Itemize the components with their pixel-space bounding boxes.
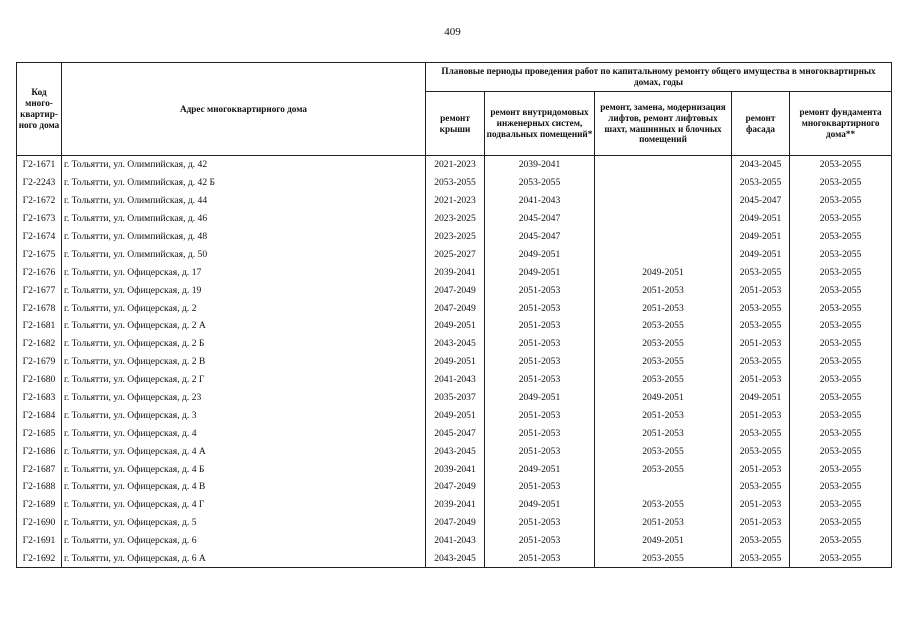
- cell-house-code: Г2-1673: [17, 210, 62, 228]
- cell-foundation-period: 2053-2055: [790, 299, 892, 317]
- table-row: [17, 478, 892, 496]
- table-row: [17, 317, 892, 335]
- cell-engineering-period: 2051-2053: [485, 335, 595, 353]
- cell-address: г. Тольятти, ул. Офицерская, д. 5: [62, 514, 426, 532]
- cell-elevators-period: 2051-2053: [595, 281, 732, 299]
- cell-facade-period: 2053-2055: [732, 478, 790, 496]
- cell-house-code: Г2-1681: [17, 317, 62, 335]
- cell-house-code: Г2-1671: [17, 156, 62, 174]
- cell-elevators-period: 2053-2055: [595, 550, 732, 568]
- table-body: [17, 156, 892, 568]
- table-row: [17, 371, 892, 389]
- cell-elevators-period: [595, 245, 732, 263]
- cell-house-code: Г2-1687: [17, 460, 62, 478]
- cell-foundation-period: 2053-2055: [790, 245, 892, 263]
- cell-house-code: Г2-1680: [17, 371, 62, 389]
- cell-roof-period: 2025-2027: [426, 245, 485, 263]
- cell-engineering-period: 2051-2053: [485, 317, 595, 335]
- cell-engineering-period: 2051-2053: [485, 550, 595, 568]
- cell-roof-period: 2049-2051: [426, 406, 485, 424]
- cell-address: г. Тольятти, ул. Офицерская, д. 4 Г: [62, 496, 426, 514]
- cell-engineering-period: 2041-2043: [485, 192, 595, 210]
- table-row: [17, 263, 892, 281]
- table-row: [17, 299, 892, 317]
- cell-roof-period: 2039-2041: [426, 496, 485, 514]
- header-elevators: ремонт, замена, модернизация лифтов, ремонт лифтовых шахт, машинных и блочных помещений: [595, 92, 732, 156]
- cell-foundation-period: 2053-2055: [790, 174, 892, 192]
- cell-roof-period: 2049-2051: [426, 317, 485, 335]
- cell-elevators-period: 2049-2051: [595, 263, 732, 281]
- cell-house-code: Г2-1677: [17, 281, 62, 299]
- table-row: [17, 174, 892, 192]
- table-row: [17, 192, 892, 210]
- cell-roof-period: 2041-2043: [426, 532, 485, 550]
- cell-engineering-period: 2049-2051: [485, 245, 595, 263]
- header-house-code: Код много-квартир-ного дома: [17, 63, 62, 156]
- cell-engineering-period: 2051-2053: [485, 353, 595, 371]
- cell-house-code: Г2-1692: [17, 550, 62, 568]
- cell-address: г. Тольятти, ул. Офицерская, д. 2 Б: [62, 335, 426, 353]
- cell-elevators-period: [595, 174, 732, 192]
- cell-address: г. Тольятти, ул. Олимпийская, д. 44: [62, 192, 426, 210]
- cell-foundation-period: 2053-2055: [790, 406, 892, 424]
- cell-engineering-period: 2045-2047: [485, 228, 595, 246]
- cell-engineering-period: 2053-2055: [485, 174, 595, 192]
- cell-elevators-period: 2053-2055: [595, 371, 732, 389]
- cell-facade-period: 2053-2055: [732, 442, 790, 460]
- table-row: [17, 460, 892, 478]
- cell-roof-period: 2043-2045: [426, 442, 485, 460]
- cell-address: г. Тольятти, ул. Олимпийская, д. 42: [62, 156, 426, 174]
- cell-foundation-period: 2053-2055: [790, 353, 892, 371]
- cell-elevators-period: 2051-2053: [595, 424, 732, 442]
- header-roof-repair: ремонт крыши: [426, 92, 485, 156]
- cell-house-code: Г2-1679: [17, 353, 62, 371]
- cell-roof-period: 2023-2025: [426, 228, 485, 246]
- cell-house-code: Г2-1688: [17, 478, 62, 496]
- cell-engineering-period: 2045-2047: [485, 210, 595, 228]
- cell-foundation-period: 2053-2055: [790, 496, 892, 514]
- cell-house-code: Г2-1684: [17, 406, 62, 424]
- table-row: [17, 210, 892, 228]
- cell-facade-period: 2053-2055: [732, 299, 790, 317]
- cell-address: г. Тольятти, ул. Офицерская, д. 2 Г: [62, 371, 426, 389]
- cell-engineering-period: 2039-2041: [485, 156, 595, 174]
- cell-facade-period: 2049-2051: [732, 210, 790, 228]
- cell-elevators-period: 2049-2051: [595, 389, 732, 407]
- cell-foundation-period: 2053-2055: [790, 335, 892, 353]
- cell-engineering-period: 2049-2051: [485, 460, 595, 478]
- cell-address: г. Тольятти, ул. Олимпийская, д. 42 Б: [62, 174, 426, 192]
- cell-engineering-period: 2051-2053: [485, 281, 595, 299]
- cell-house-code: Г2-1683: [17, 389, 62, 407]
- cell-facade-period: 2045-2047: [732, 192, 790, 210]
- table-row: [17, 514, 892, 532]
- cell-elevators-period: 2051-2053: [595, 406, 732, 424]
- cell-engineering-period: 2051-2053: [485, 299, 595, 317]
- page-number: 409: [444, 26, 461, 38]
- cell-facade-period: 2053-2055: [732, 424, 790, 442]
- cell-facade-period: 2051-2053: [732, 514, 790, 532]
- table-row: [17, 532, 892, 550]
- table-row: [17, 406, 892, 424]
- cell-address: г. Тольятти, ул. Олимпийская, д. 48: [62, 228, 426, 246]
- cell-foundation-period: 2053-2055: [790, 228, 892, 246]
- cell-facade-period: 2051-2053: [732, 496, 790, 514]
- header-facade-repair: ремонт фасада: [732, 92, 790, 156]
- cell-elevators-period: [595, 192, 732, 210]
- cell-elevators-period: 2053-2055: [595, 335, 732, 353]
- cell-foundation-period: 2053-2055: [790, 210, 892, 228]
- table-row: [17, 353, 892, 371]
- capital-repair-table: [16, 62, 892, 568]
- cell-address: г. Тольятти, ул. Офицерская, д. 2: [62, 299, 426, 317]
- cell-facade-period: 2053-2055: [732, 353, 790, 371]
- cell-engineering-period: 2049-2051: [485, 496, 595, 514]
- cell-address: г. Тольятти, ул. Офицерская, д. 23: [62, 389, 426, 407]
- cell-foundation-period: 2053-2055: [790, 478, 892, 496]
- cell-elevators-period: 2053-2055: [595, 353, 732, 371]
- cell-roof-period: 2021-2023: [426, 156, 485, 174]
- cell-foundation-period: 2053-2055: [790, 263, 892, 281]
- cell-house-code: Г2-2243: [17, 174, 62, 192]
- cell-facade-period: 2053-2055: [732, 263, 790, 281]
- cell-facade-period: 2053-2055: [732, 550, 790, 568]
- cell-address: г. Тольятти, ул. Офицерская, д. 17: [62, 263, 426, 281]
- cell-engineering-period: 2049-2051: [485, 263, 595, 281]
- cell-house-code: Г2-1675: [17, 245, 62, 263]
- cell-foundation-period: 2053-2055: [790, 424, 892, 442]
- cell-foundation-period: 2053-2055: [790, 389, 892, 407]
- cell-facade-period: 2049-2051: [732, 389, 790, 407]
- table-row: [17, 156, 892, 174]
- cell-elevators-period: [595, 228, 732, 246]
- cell-roof-period: 2047-2049: [426, 478, 485, 496]
- cell-address: г. Тольятти, ул. Олимпийская, д. 50: [62, 245, 426, 263]
- header-engineering-systems: ремонт внутридомовых инженерных систем, подвальных помещений*: [485, 92, 595, 156]
- table-row: [17, 424, 892, 442]
- table-row: [17, 335, 892, 353]
- cell-engineering-period: 2051-2053: [485, 406, 595, 424]
- cell-roof-period: 2021-2023: [426, 192, 485, 210]
- cell-address: г. Тольятти, ул. Офицерская, д. 6: [62, 532, 426, 550]
- cell-foundation-period: 2053-2055: [790, 460, 892, 478]
- cell-elevators-period: [595, 156, 732, 174]
- cell-facade-period: 2043-2045: [732, 156, 790, 174]
- cell-foundation-period: 2053-2055: [790, 156, 892, 174]
- cell-roof-period: 2043-2045: [426, 550, 485, 568]
- cell-engineering-period: 2051-2053: [485, 514, 595, 532]
- header-planned-periods: Плановые периоды проведения работ по капитальному ремонту общего имущества в многоквартирных домах, годы: [426, 63, 892, 92]
- table-row: [17, 389, 892, 407]
- cell-facade-period: 2051-2053: [732, 371, 790, 389]
- cell-address: г. Тольятти, ул. Офицерская, д. 4 А: [62, 442, 426, 460]
- cell-address: г. Тольятти, ул. Офицерская, д. 2 А: [62, 317, 426, 335]
- cell-roof-period: 2043-2045: [426, 335, 485, 353]
- cell-elevators-period: 2049-2051: [595, 532, 732, 550]
- cell-roof-period: 2049-2051: [426, 353, 485, 371]
- cell-address: г. Тольятти, ул. Офицерская, д. 4 В: [62, 478, 426, 496]
- cell-house-code: Г2-1678: [17, 299, 62, 317]
- header-foundation-repair: ремонт фундамента многоквартирного дома**: [790, 92, 892, 156]
- cell-roof-period: 2047-2049: [426, 281, 485, 299]
- cell-elevators-period: 2051-2053: [595, 299, 732, 317]
- cell-address: г. Тольятти, ул. Офицерская, д. 4: [62, 424, 426, 442]
- cell-foundation-period: 2053-2055: [790, 532, 892, 550]
- cell-facade-period: 2051-2053: [732, 281, 790, 299]
- cell-engineering-period: 2051-2053: [485, 442, 595, 460]
- cell-facade-period: 2049-2051: [732, 245, 790, 263]
- cell-house-code: Г2-1676: [17, 263, 62, 281]
- cell-elevators-period: 2053-2055: [595, 496, 732, 514]
- cell-roof-period: 2035-2037: [426, 389, 485, 407]
- cell-elevators-period: [595, 478, 732, 496]
- cell-engineering-period: 2051-2053: [485, 532, 595, 550]
- table-row: [17, 245, 892, 263]
- table-row: [17, 228, 892, 246]
- cell-facade-period: 2051-2053: [732, 406, 790, 424]
- cell-facade-period: 2051-2053: [732, 460, 790, 478]
- cell-facade-period: 2051-2053: [732, 335, 790, 353]
- cell-roof-period: 2023-2025: [426, 210, 485, 228]
- cell-house-code: Г2-1691: [17, 532, 62, 550]
- cell-house-code: Г2-1682: [17, 335, 62, 353]
- cell-elevators-period: 2051-2053: [595, 514, 732, 532]
- cell-engineering-period: 2051-2053: [485, 371, 595, 389]
- cell-facade-period: 2053-2055: [732, 317, 790, 335]
- cell-elevators-period: [595, 210, 732, 228]
- cell-address: г. Тольятти, ул. Офицерская, д. 6 А: [62, 550, 426, 568]
- cell-house-code: Г2-1672: [17, 192, 62, 210]
- cell-roof-period: 2039-2041: [426, 263, 485, 281]
- cell-house-code: Г2-1690: [17, 514, 62, 532]
- cell-elevators-period: 2053-2055: [595, 317, 732, 335]
- cell-roof-period: 2047-2049: [426, 299, 485, 317]
- cell-foundation-period: 2053-2055: [790, 281, 892, 299]
- cell-house-code: Г2-1674: [17, 228, 62, 246]
- table-row: [17, 442, 892, 460]
- cell-foundation-period: 2053-2055: [790, 514, 892, 532]
- cell-facade-period: 2053-2055: [732, 174, 790, 192]
- cell-engineering-period: 2051-2053: [485, 478, 595, 496]
- table-row: [17, 496, 892, 514]
- cell-address: г. Тольятти, ул. Офицерская, д. 2 В: [62, 353, 426, 371]
- cell-foundation-period: 2053-2055: [790, 192, 892, 210]
- cell-roof-period: 2045-2047: [426, 424, 485, 442]
- cell-house-code: Г2-1689: [17, 496, 62, 514]
- cell-house-code: Г2-1685: [17, 424, 62, 442]
- cell-address: г. Тольятти, ул. Офицерская, д. 19: [62, 281, 426, 299]
- cell-foundation-period: 2053-2055: [790, 371, 892, 389]
- cell-foundation-period: 2053-2055: [790, 550, 892, 568]
- cell-elevators-period: 2053-2055: [595, 442, 732, 460]
- table-row: [17, 550, 892, 568]
- cell-address: г. Тольятти, ул. Офицерская, д. 3: [62, 406, 426, 424]
- cell-house-code: Г2-1686: [17, 442, 62, 460]
- cell-facade-period: 2053-2055: [732, 532, 790, 550]
- cell-address: г. Тольятти, ул. Олимпийская, д. 46: [62, 210, 426, 228]
- cell-engineering-period: 2049-2051: [485, 389, 595, 407]
- header-address: Адрес многоквартирного дома: [62, 63, 426, 156]
- cell-roof-period: 2039-2041: [426, 460, 485, 478]
- cell-foundation-period: 2053-2055: [790, 317, 892, 335]
- cell-roof-period: 2047-2049: [426, 514, 485, 532]
- table-row: [17, 281, 892, 299]
- cell-foundation-period: 2053-2055: [790, 442, 892, 460]
- cell-roof-period: 2041-2043: [426, 371, 485, 389]
- cell-elevators-period: 2053-2055: [595, 460, 732, 478]
- cell-roof-period: 2053-2055: [426, 174, 485, 192]
- cell-engineering-period: 2051-2053: [485, 424, 595, 442]
- cell-address: г. Тольятти, ул. Офицерская, д. 4 Б: [62, 460, 426, 478]
- cell-facade-period: 2049-2051: [732, 228, 790, 246]
